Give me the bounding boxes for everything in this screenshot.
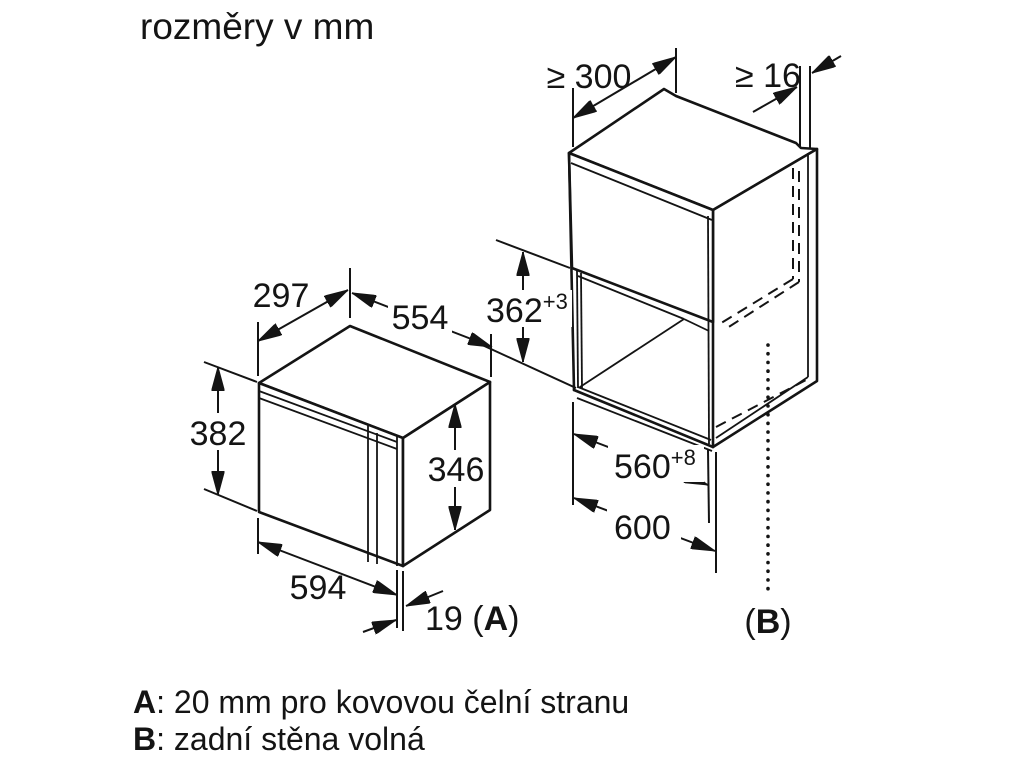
appliance-side-height-label: 346 bbox=[427, 451, 485, 489]
back-wall-reference-label: (B) bbox=[744, 603, 792, 641]
appliance-top-width-label: 554 bbox=[391, 299, 449, 337]
appliance-height-label: 382 bbox=[189, 415, 247, 453]
door-plane-extension-lines bbox=[397, 570, 403, 631]
legend-line-b: B: zadní stěna volná bbox=[133, 721, 425, 757]
legend bbox=[133, 684, 629, 757]
legend-line-a: A: 20 mm pro kovovou čelní stranu bbox=[133, 684, 630, 720]
niche-width-label: $560^{+8}$ bbox=[614, 445, 696, 486]
cabinet-rear-gap-label: ≥ 16 bbox=[735, 57, 801, 95]
front-protrusion-label: 19 (A) bbox=[425, 600, 520, 638]
cabinet-drawing bbox=[480, 48, 841, 641]
niche-height-label: $362^{+3}$ bbox=[486, 289, 568, 330]
appliance-bottom-width-label: 594 bbox=[289, 569, 347, 607]
cabinet-min-depth-label: ≥ 300 bbox=[546, 58, 632, 96]
diagram-title: rozměry v mm bbox=[140, 6, 375, 47]
appliance-depth-label: 297 bbox=[252, 277, 310, 315]
cabinet-width-label: 600 bbox=[614, 509, 671, 547]
appliance-drawing bbox=[189, 268, 519, 638]
